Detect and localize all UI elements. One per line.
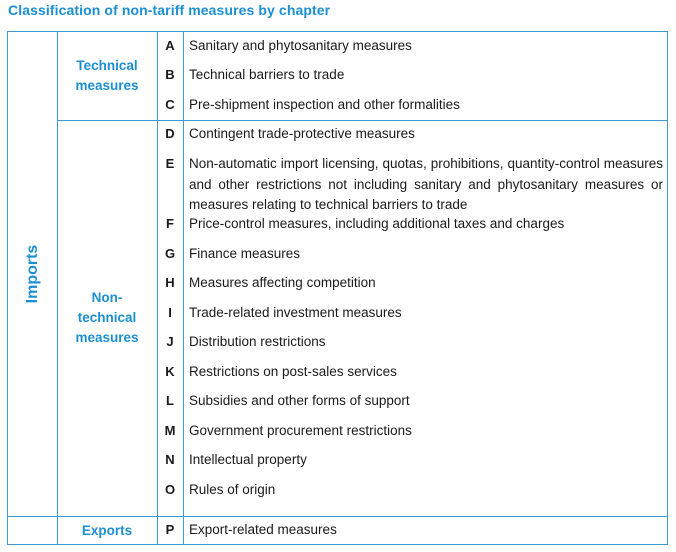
measure-code: G <box>164 246 176 261</box>
measure-description: Finance measures <box>189 246 301 261</box>
measure-row-l <box>157 387 669 417</box>
measure-description: Contingent trade-protective measures <box>189 126 415 141</box>
measure-code: O <box>164 482 176 497</box>
measure-description: Distribution restrictions <box>189 334 326 349</box>
group-exports: Exports <box>81 523 133 538</box>
measure-row-g <box>157 240 669 269</box>
measure-description: Measures affecting competition <box>189 275 376 290</box>
measure-code: B <box>165 67 175 82</box>
measure-description: Rules of origin <box>189 482 276 497</box>
measure-code: J <box>166 334 174 349</box>
measure-description: Pre-shipment inspection and other formalities <box>189 97 460 112</box>
measure-code: I <box>168 305 172 320</box>
measure-code: C <box>165 97 175 112</box>
measure-code: H <box>165 275 175 290</box>
measure-row-m <box>157 417 669 446</box>
measure-description: Government procurement restrictions <box>189 423 412 438</box>
imports-label: Imports <box>23 244 41 304</box>
measure-row-j <box>157 328 669 358</box>
measure-description: Export-related measures <box>189 522 337 537</box>
classification-table <box>7 31 668 545</box>
measure-description: Intellectual property <box>189 452 307 467</box>
group-technical-measures: Technical measures <box>75 58 139 93</box>
measure-code: E <box>165 156 175 171</box>
measure-description: Price-control measures, including additional taxes and charges <box>189 216 565 231</box>
measure-row-o <box>157 476 669 516</box>
measure-description: Subsidies and other forms of support <box>189 393 410 408</box>
measure-code: N <box>165 452 175 467</box>
measure-description: Trade-related investment measures <box>189 305 402 320</box>
measure-row-e <box>157 150 669 210</box>
measure-code: D <box>165 126 175 141</box>
measure-row-a <box>157 32 669 61</box>
measure-row-f <box>157 210 669 240</box>
measure-row-i <box>157 299 669 328</box>
measure-code: A <box>165 38 175 53</box>
measure-description: Non-automatic import licensing, quotas, prohibitions, quantity-control measures and other restrictions not including sanitary and phytosanitary measures or measures relating to technical barriers to trade <box>189 156 663 212</box>
measure-row-p <box>157 516 669 546</box>
page-title: Classification of non-tariff measures by chapter <box>8 2 331 18</box>
measure-code: M <box>164 423 176 438</box>
measure-description: Technical barriers to trade <box>189 67 345 82</box>
measure-row-c <box>157 91 669 120</box>
measure-description: Sanitary and phytosanitary measures <box>189 38 412 53</box>
measure-row-h <box>157 269 669 299</box>
measure-row-d <box>157 120 669 150</box>
measure-row-n <box>157 446 669 476</box>
measure-row-b <box>157 61 669 91</box>
measure-description: Restrictions on post-sales services <box>189 364 397 379</box>
group-non-technical-measures: Non-technical measures <box>75 290 139 345</box>
measure-code: F <box>166 216 174 231</box>
measure-code: L <box>166 393 174 408</box>
measure-code: P <box>165 522 175 537</box>
measure-row-k <box>157 358 669 387</box>
measure-code: K <box>165 364 175 379</box>
